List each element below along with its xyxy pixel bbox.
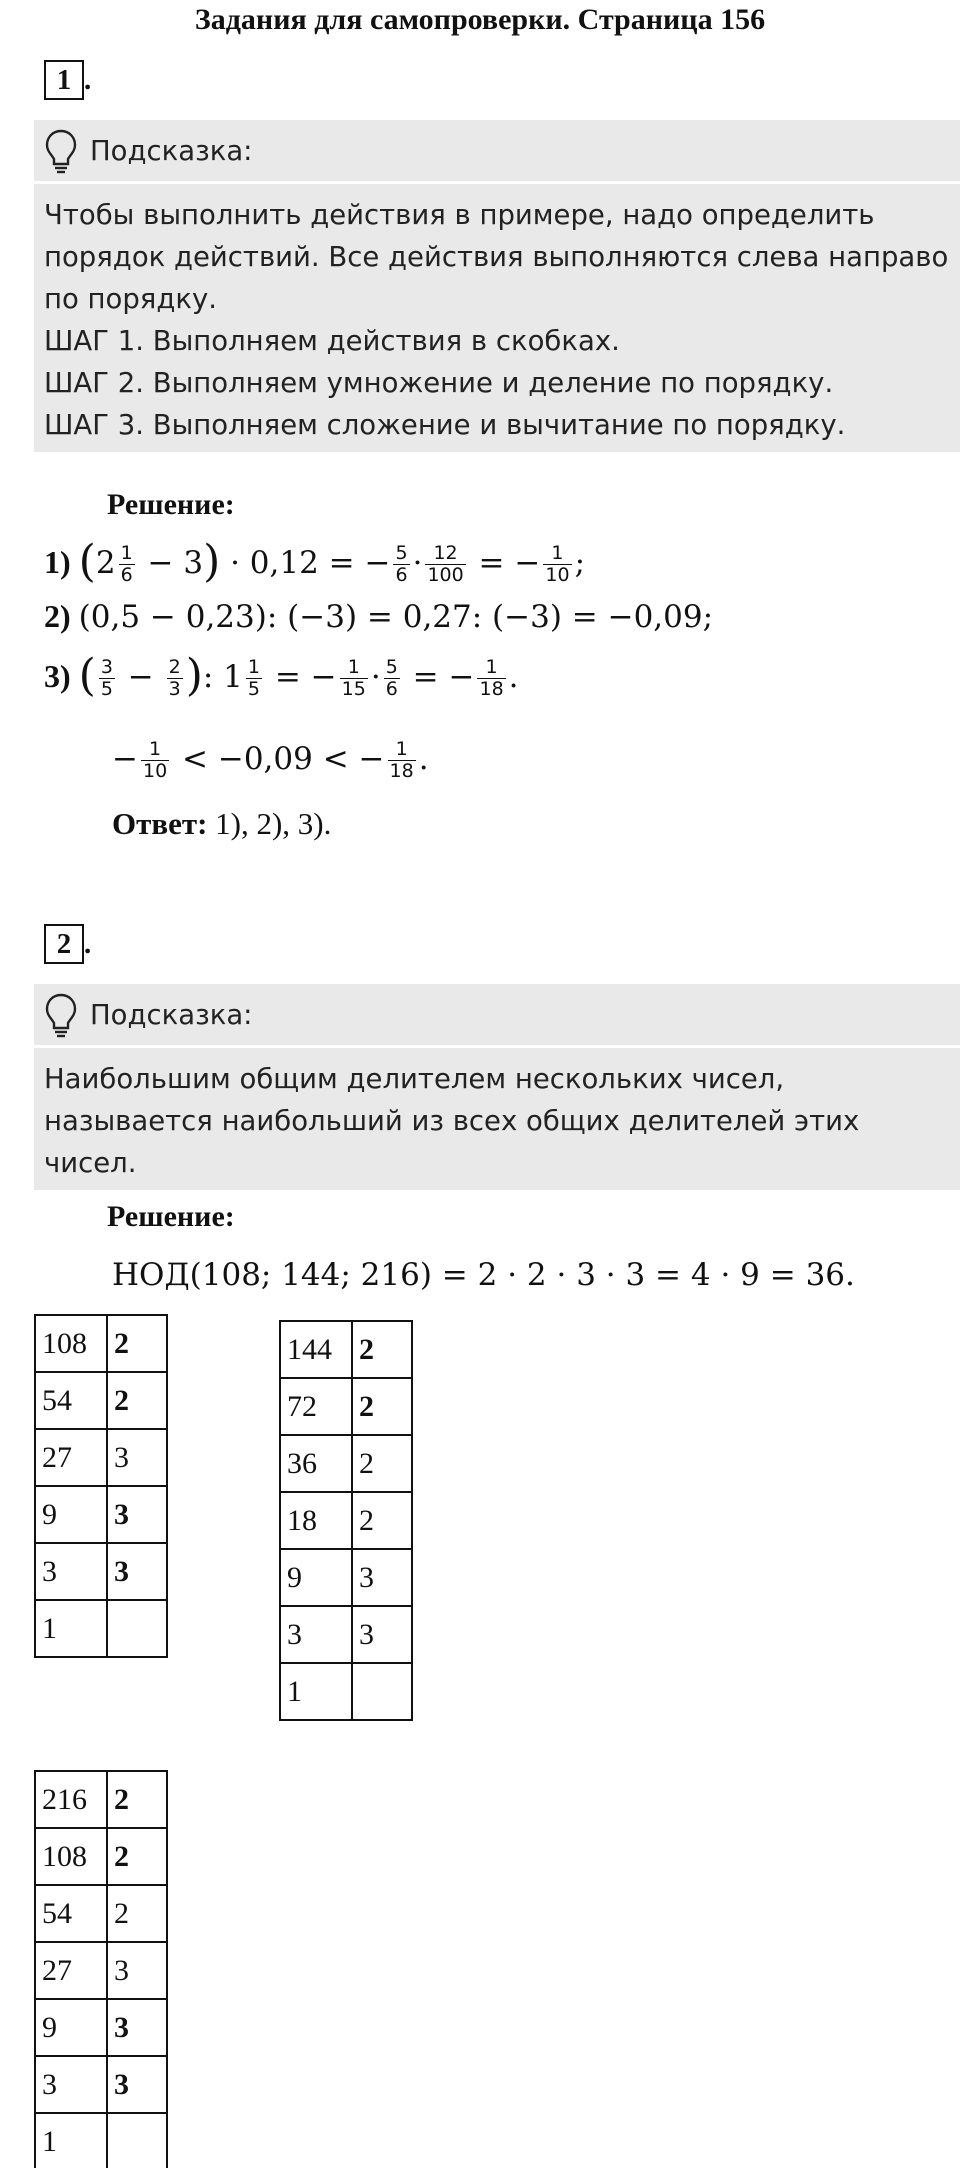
answer-line: Ответ: 1), 2), 3). — [112, 806, 332, 841]
table-row — [35, 1999, 167, 2056]
dividend-cell: 3 — [280, 1606, 352, 1663]
table-row — [35, 1942, 167, 1999]
hint-title: Подсказка: — [90, 134, 253, 167]
divisor-cell: 3 — [352, 1549, 412, 1606]
hint-step-2: ШАГ 2. Выполняем умножение и деление по порядку. — [44, 367, 834, 399]
dividend-cell: 54 — [35, 1372, 107, 1429]
table-row — [280, 1435, 412, 1492]
table-row — [35, 1372, 167, 1429]
dividend-cell: 9 — [280, 1549, 352, 1606]
gcd-line: НОД(108; 144; 216) = 2 · 2 · 3 · 3 = 4 · 9 = 36. — [112, 1257, 855, 1293]
divisor-cell: 2 — [107, 1885, 167, 1942]
hint-header — [34, 984, 960, 1048]
task-1-number: 1 . — [44, 60, 91, 100]
divisor-cell — [107, 1600, 167, 1657]
divisor-cell: 2 — [352, 1378, 412, 1435]
table-row — [280, 1378, 412, 1435]
divisor-cell: 3 — [107, 1999, 167, 2056]
hint-step-1: ШАГ 1. Выполняем действия в скобках. — [44, 325, 620, 357]
dividend-cell: 144 — [280, 1321, 352, 1378]
table-row — [35, 1600, 167, 1657]
table-row — [35, 2056, 167, 2113]
table-row — [280, 1492, 412, 1549]
divisor-cell: 2 — [107, 1828, 167, 1885]
solution-line-2: 2) (0,5 − 0,23): (−3) = 0,27: (−3) = −0,09; — [44, 598, 714, 635]
divisor-cell: 2 — [107, 1372, 167, 1429]
table-row — [35, 1543, 167, 1600]
factor-table-144 — [279, 1320, 413, 1721]
dividend-cell: 216 — [35, 1771, 107, 1828]
divisor-cell: 3 — [107, 1486, 167, 1543]
divisor-cell: 2 — [107, 1771, 167, 1828]
divisor-cell: 3 — [107, 2056, 167, 2113]
lightbulb-icon — [44, 992, 78, 1038]
divisor-cell: 2 — [107, 1315, 167, 1372]
page-title: Задания для самопроверки. Страница 156 — [194, 3, 766, 36]
divisor-cell: 3 — [107, 1429, 167, 1486]
dividend-cell: 108 — [35, 1315, 107, 1372]
task-2-hint — [34, 984, 960, 1190]
table-row — [280, 1549, 412, 1606]
hint-title: Подсказка: — [90, 998, 253, 1031]
table-row — [35, 1315, 167, 1372]
solution-line-3: 3) ( $\frac{3}{5}$ − $\frac{2}{3}$ ): 1 $\frac{1}{5}$ = − $\frac{1}{15}$ · $\frac{5}{6}$ = − $\frac{1}{18}$ . — [44, 650, 519, 701]
solution-line-1: 1) (2 $\frac{1}{6}$ − 3) · 0,12 = − $\frac{5}{6}$ · $\frac{12}{100}$ = − $\frac{1}{10}$ ; — [44, 536, 586, 587]
factor-table-108 — [34, 1314, 168, 1658]
table-row — [35, 1429, 167, 1486]
table-row — [280, 1663, 412, 1720]
table-row — [35, 1771, 167, 1828]
solution-label: Решение: — [107, 1200, 235, 1233]
table-row — [280, 1606, 412, 1663]
divisor-cell — [107, 2113, 167, 2168]
solution-label: Решение: — [107, 488, 235, 521]
divisor-cell: 2 — [352, 1492, 412, 1549]
divisor-cell: 3 — [107, 1942, 167, 1999]
dividend-cell: 36 — [280, 1435, 352, 1492]
table-row — [35, 2113, 167, 2168]
divisor-cell: 3 — [107, 1543, 167, 1600]
dividend-cell: 9 — [35, 1486, 107, 1543]
divisor-cell: 2 — [352, 1435, 412, 1492]
divisor-cell — [352, 1663, 412, 1720]
task-2-number: 2 . — [44, 924, 91, 964]
dividend-cell: 3 — [35, 2056, 107, 2113]
comparison-line: − $\frac{1}{10}$ < −0,09 < − $\frac{1}{18}$ . — [112, 738, 429, 782]
task-1-hint — [34, 120, 960, 452]
dividend-cell: 18 — [280, 1492, 352, 1549]
dividend-cell: 1 — [35, 2113, 107, 2168]
dividend-cell: 108 — [35, 1828, 107, 1885]
factor-table-216 — [34, 1770, 168, 2168]
table-row — [35, 1486, 167, 1543]
dividend-cell: 27 — [35, 1429, 107, 1486]
dividend-cell: 3 — [35, 1543, 107, 1600]
hint-step-3: ШАГ 3. Выполняем сложение и вычитание по порядку. — [44, 409, 846, 441]
dividend-cell: 54 — [35, 1885, 107, 1942]
lightbulb-icon — [44, 128, 78, 174]
dividend-cell: 1 — [280, 1663, 352, 1720]
table-row — [35, 1828, 167, 1885]
table-row — [280, 1321, 412, 1378]
hint-header — [34, 120, 960, 184]
dividend-cell: 72 — [280, 1378, 352, 1435]
divisor-cell: 2 — [352, 1321, 412, 1378]
divisor-cell: 3 — [352, 1606, 412, 1663]
table-row — [35, 1885, 167, 1942]
dividend-cell: 1 — [35, 1600, 107, 1657]
dividend-cell: 9 — [35, 1999, 107, 2056]
dividend-cell: 27 — [35, 1942, 107, 1999]
hint-text: Наибольшим общим делителем нескольких чисел, называется наибольший из всех общих делителей этих чисел. — [44, 1063, 860, 1179]
hint-text: Чтобы выполнить действия в примере, надо определить порядок действий. Все действия выполняются слева направо по порядку. — [44, 199, 949, 315]
